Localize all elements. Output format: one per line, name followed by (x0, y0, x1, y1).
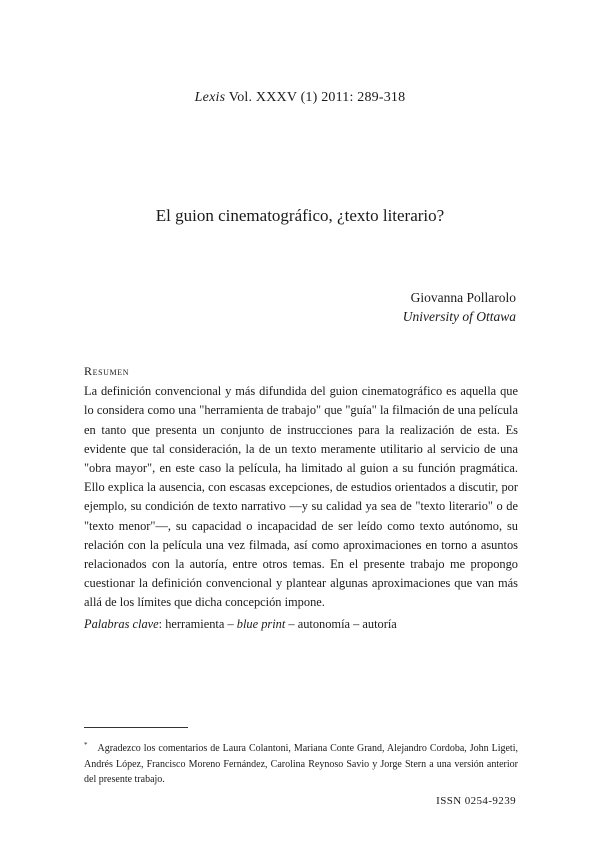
footnote-text: Agradezco los comentarios de Laura Colantoni, Mariana Conte Grand, Alejandro Cordoba, John Ligeti, Andrés López, Francisco Moreno Fernández, Carolina Reynoso Savio y Jorge Stern a una versión anterior del presente trabajo. (84, 743, 518, 785)
keywords-label: Palabras clave (84, 616, 159, 631)
footnote-rule (84, 727, 188, 728)
author-name: Giovanna Pollarolo (410, 290, 516, 305)
keywords-part1: : herramienta – (158, 616, 237, 631)
running-head (0, 90, 600, 106)
abstract-heading: Resumen (84, 364, 130, 378)
article-title: El guion cinematográfico, ¿texto literario? (155, 206, 445, 225)
journal-name: Lexis (194, 90, 226, 105)
abstract-body: La definición convencional y más difundida del guion cinematográfico es aquella que lo considera como una "herramienta de trabajo" que "guía" la filmación de una película en tanto que presenta un conjunto de instrucciones para la realización de esta. Es evidente que tal consideración, la de un texto meramente utilitario al servicio de una "obra mayor", en este caso la película, ha limitado al guion a su función pragmática. Ello explica la ausencia, con escasas excepciones, de estudios orientados a discutir, por ejemplo, su condición de texto narrativo —y su calidad ya sea de "texto literario" o de "texto menor"—, su capacidad o incapacidad de ser leído como texto autónomo, su relación con la película una vez filmada, así como aproximaciones en torno a asuntos relacionados con la autoría, entre otros temas. En el presente trabajo me propongo cuestionar la definición convencional y plantear algunas aproximaciones que van más allá de los límites que dicha concepción impone. (84, 384, 518, 610)
footnote-marker: * (84, 741, 88, 749)
author-affiliation: University of Ottawa (402, 309, 516, 324)
keywords-part2: – autonomía – autoría (285, 616, 397, 631)
keywords-line (84, 615, 518, 634)
volume-info: Vol. XXXV (1) 2011: 289-318 (228, 90, 406, 105)
issn-number: ISSN 0254-9239 (436, 795, 516, 807)
footnote (84, 738, 518, 788)
keywords-italic: blue print (236, 616, 286, 631)
abstract-section (84, 362, 518, 634)
author-block (403, 288, 516, 326)
